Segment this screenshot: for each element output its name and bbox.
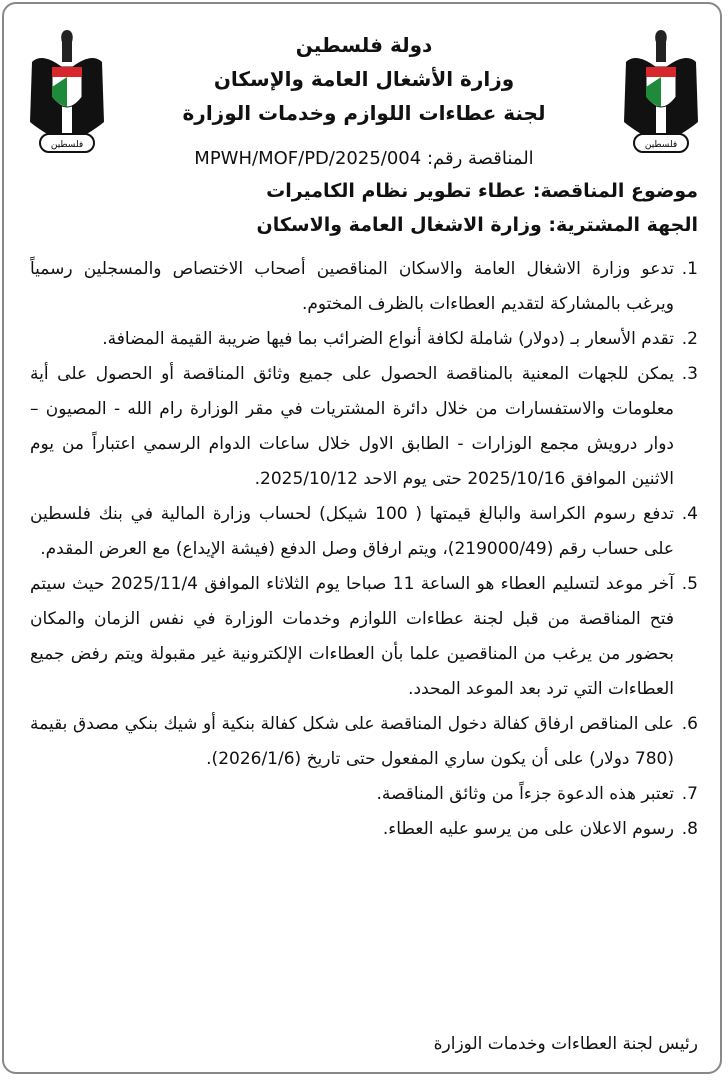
letterhead <box>120 28 608 130</box>
ministry-name: وزارة الأشغال العامة والإسكان <box>213 67 515 91</box>
tender-subject: موضوع المناقصة: عطاء تطوير نظام الكاميرات <box>266 180 698 202</box>
list-item <box>30 707 698 777</box>
list-item <box>30 497 698 567</box>
item-number: 7. <box>681 784 698 804</box>
item-number: 3. <box>681 364 698 384</box>
list-item <box>30 777 698 812</box>
item-number: 5. <box>681 574 698 594</box>
tender-label: المناقصة رقم: <box>426 148 534 169</box>
item-text: يمكن للجهات المعنية بالمناقصة الحصول على جميع وثائق المناقصة أو الحصول على أية معلومات والاستفسارات من خلال دائرة المشتريات في مقر الوزارة رام الله - المصيون – دوار درويش مجمع الوزارات - الطابق الاول خلال ساعات الدوام الرسمي اعتباراً من يوم الاثنين الموافق 2025/10/16 حتى يوم الاحد 2025/10/12. <box>30 364 674 489</box>
list-item <box>30 322 698 357</box>
item-number: 2. <box>681 329 698 349</box>
item-number: 8. <box>681 819 698 839</box>
list-item <box>30 812 698 847</box>
item-text: رسوم الاعلان على من يرسو عليه العطاء. <box>382 819 674 839</box>
palestine-emblem-icon <box>22 22 112 162</box>
tender-number: MPWH/MOF/PD/2025/004 <box>194 148 422 169</box>
list-item <box>30 567 698 707</box>
state-name: دولة فلسطين <box>295 33 433 57</box>
item-number: 6. <box>681 714 698 734</box>
item-text: آخر موعد لتسليم العطاء هو الساعة 11 صباحا يوم الثلاثاء الموافق 2025/11/4 حيث سيتم فتح المناقصة من قبل لجنة عطاءات اللوازم وخدمات الوزارة في نفس الزمان والمكان بحضور من يرغب من المناقصين علما بأن العطاءات الإلكترونية غير مقبولة ويتم رفض جميع العطاءات التي ترد بعد الموعد المحدد. <box>30 574 674 699</box>
palestine-emblem-icon <box>616 22 706 162</box>
item-text: تدفع رسوم الكراسة والبالغ قيمتها ( 100 شيكل) لحساب وزارة المالية في بنك فلسطين على حساب رقم (219000/49)، ويتم ارفاق وصل الدفع (فيشة الإيداع) مع العرض المقدم. <box>30 504 674 559</box>
item-text: تعتبر هذه الدعوة جزءاً من وثائق المناقصة. <box>376 784 674 804</box>
svg-text:فلسطين: فلسطين <box>50 140 84 150</box>
list-item <box>30 252 698 322</box>
item-text: تقدم الأسعار بـ (دولار) شاملة لكافة أنواع الضرائب بما فيها ضريبة القيمة المضافة. <box>102 329 674 349</box>
buying-entity: الجهة المشترية: وزارة الاشغال العامة والاسكان <box>256 214 698 236</box>
item-text: تدعو وزارة الاشغال العامة والاسكان المناقصين أصحاب الاختصاص والمسجلين رسمياً ويرغب بالمشاركة لتقديم العطاءات بالظرف المختوم. <box>30 259 674 314</box>
svg-text:فلسطين: فلسطين <box>644 140 678 150</box>
tender-number-line <box>150 148 578 169</box>
item-number: 4. <box>681 504 698 524</box>
item-text: على المناقص ارفاق كفالة دخول المناقصة على شكل كفالة بنكية أو شيك بنكي مصدق بقيمة (780 دولار) على أن يكون ساري المفعول حتى تاريخ (2026/1/6). <box>30 714 674 769</box>
list-item <box>30 357 698 497</box>
signature-line: رئيس لجنة العطاءات وخدمات الوزارة <box>433 1034 698 1054</box>
item-number: 1. <box>681 259 698 279</box>
committee-name: لجنة عطاءات اللوازم وخدمات الوزارة <box>182 101 546 125</box>
terms-list <box>30 252 698 847</box>
